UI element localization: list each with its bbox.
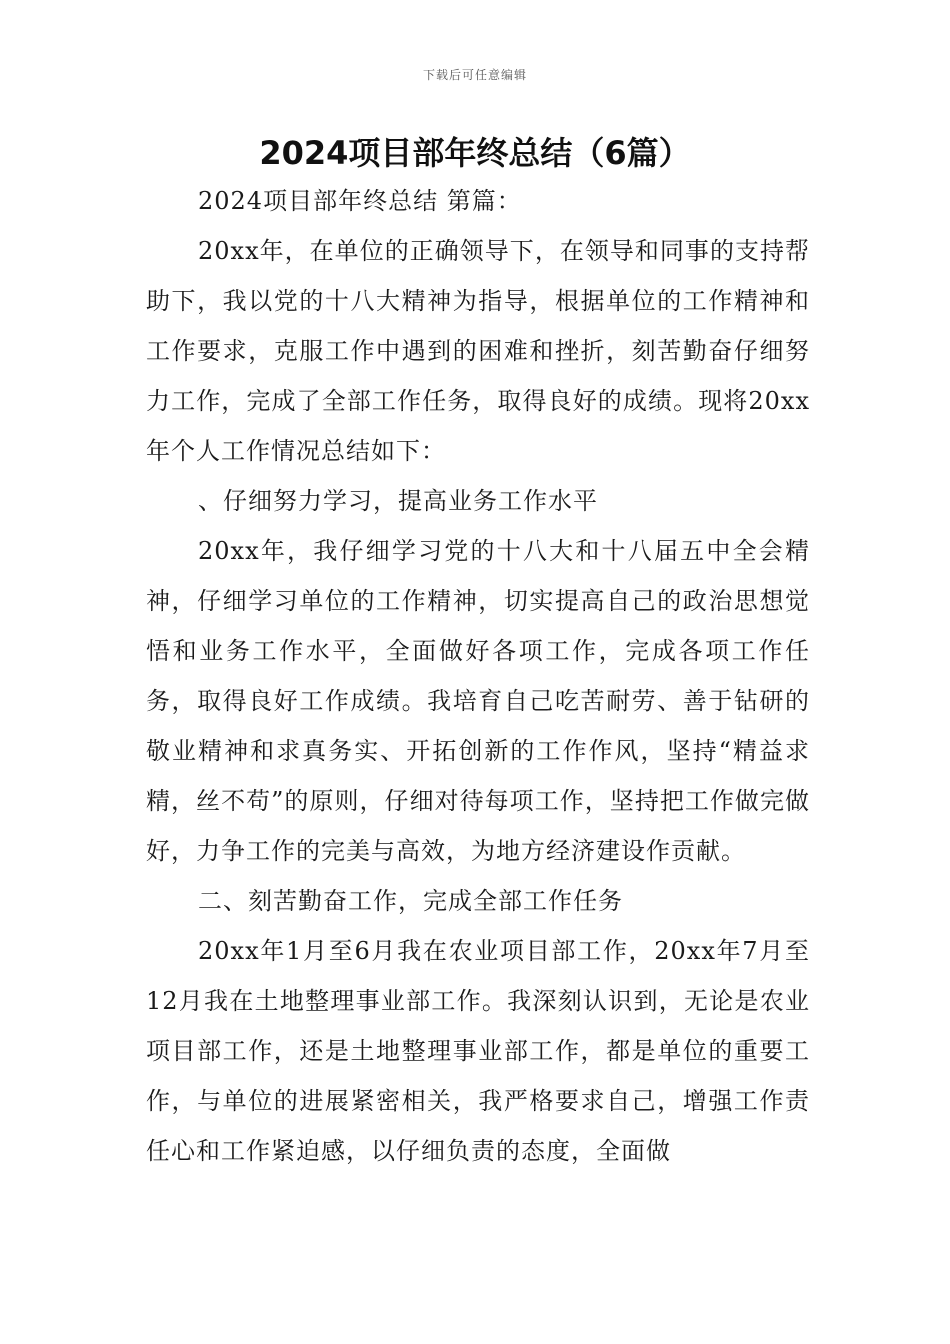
paragraph-work: 20xx年1月至6月我在农业项目部工作，20xx年7月至12月我在土地整理事业部工作。我深刻认识到，无论是农业项目部工作，还是土地整理事业部工作，都是单位的重要工作，与单位的进展紧密相关，我严格要求自己，增强工作责任心和工作紧迫感，以仔细负责的态度，全面做 <box>146 937 810 1165</box>
section-heading-study: 、仔细努力学习，提高业务工作水平 <box>198 487 598 515</box>
document-body <box>146 176 810 1176</box>
header-note: 下载后可任意编辑 <box>422 68 527 82</box>
section-heading-work: 二、刻苦勤奋工作，完成全部工作任务 <box>198 887 623 915</box>
paragraph-study: 20xx年，我仔细学习党的十八大和十八届五中全会精神，仔细学习单位的工作精神，切实提高自己的政治思想觉悟和业务工作水平，全面做好各项工作，完成各项工作任务，取得良好工作成绩。我培育自己吃苦耐劳、善于钻研的敬业精神和求真务实、开拓创新的工作作风，坚持“精益求精，丝不苟”的原则，仔细对待每项工作，坚持把工作做完做好，力争工作的完美与高效，为地方经济建设作贡献。 <box>146 537 810 865</box>
paragraph-intro: 20xx年，在单位的正确领导下，在领导和同事的支持帮助下，我以党的十八大精神为指导，根据单位的工作精神和工作要求，克服工作中遇到的困难和挫折，刻苦勤奋仔细努力工作，完成了全部工作任务，取得良好的成绩。现将20xx年个人工作情况总结如下： <box>146 237 810 465</box>
paragraph-subtitle: 2024项目部年终总结 第篇： <box>198 187 522 215</box>
document-title: 2024项目部年终总结（6篇） <box>259 134 691 172</box>
